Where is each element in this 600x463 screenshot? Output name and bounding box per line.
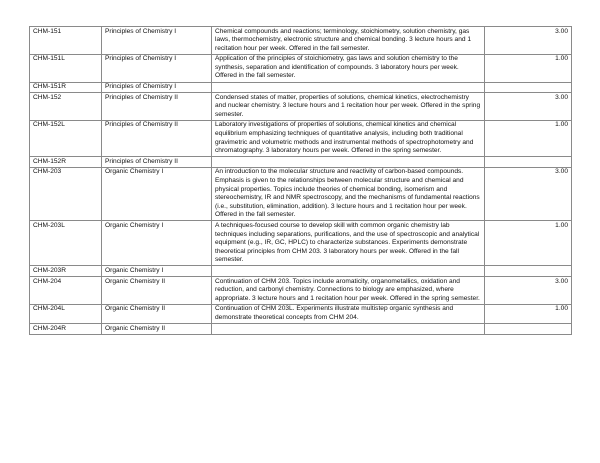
course-credits: 3.00 xyxy=(485,167,572,221)
table-row xyxy=(30,93,572,121)
course-code: CHM-203L xyxy=(30,221,102,266)
course-description xyxy=(212,157,485,168)
course-title: Principles of Chemistry I xyxy=(102,54,212,82)
course-credits: 3.00 xyxy=(485,27,572,55)
table-row xyxy=(30,167,572,221)
table-row xyxy=(30,304,572,323)
course-credits: 1.00 xyxy=(485,120,572,156)
course-credits xyxy=(485,157,572,168)
course-code: CHM-203R xyxy=(30,266,102,277)
course-rows xyxy=(30,27,572,335)
table-row xyxy=(30,324,572,335)
table-row xyxy=(30,266,572,277)
course-credits: 3.00 xyxy=(485,277,572,305)
table-row xyxy=(30,221,572,266)
course-description xyxy=(212,82,485,93)
table-row xyxy=(30,120,572,156)
course-description: Application of the principles of stoichiometry, gas laws and solution chemistry to the synthesis, separation and identification of compounds. 3 laboratory hours per week. Offered in the fall semester. xyxy=(212,54,485,82)
course-code: CHM-204R xyxy=(30,324,102,335)
table-row xyxy=(30,277,572,305)
course-credits xyxy=(485,324,572,335)
course-title: Organic Chemistry I xyxy=(102,221,212,266)
table-row xyxy=(30,157,572,168)
course-description: Laboratory investigations of properties of solutions, chemical kinetics and chemical equilibrium emphasizing techniques of quantitative analysis, including both traditional gravimetric and volumetric methods and instrumental methods of spectrophotometry and chromatography. 3 laboratory hours per week. Offered in the spring semester. xyxy=(212,120,485,156)
course-code: CHM-152 xyxy=(30,93,102,121)
course-title: Organic Chemistry I xyxy=(102,266,212,277)
course-title: Principles of Chemistry I xyxy=(102,27,212,55)
course-code: CHM-151R xyxy=(30,82,102,93)
course-description: A techniques-focused course to develop skill with common organic chemistry lab techniques including separations, purifications, and the use of spectroscopic and analytical equipment (e.g., IR, GC, HPLC) to characterize substances. Experiments demonstrate theoretical principles from CHM 203. 3 laboratory hours per week. Offered in the fall semester. xyxy=(212,221,485,266)
course-title: Principles of Chemistry I xyxy=(102,82,212,93)
course-credits: 1.00 xyxy=(485,54,572,82)
course-title: Organic Chemistry II xyxy=(102,324,212,335)
course-credits: 1.00 xyxy=(485,304,572,323)
course-title: Organic Chemistry II xyxy=(102,277,212,305)
course-description: Condensed states of matter, properties of solutions, chemical kinetics, electrochemistry and nuclear chemistry. 3 lecture hours and 1 recitation hour per week. Offered in the spring semester. xyxy=(212,93,485,121)
course-description xyxy=(212,266,485,277)
course-description xyxy=(212,324,485,335)
course-credits: 1.00 xyxy=(485,221,572,266)
course-credits xyxy=(485,266,572,277)
course-description: Continuation of CHM 203L. Experiments illustrate multistep organic synthesis and demonstrate theoretical concepts from CHM 204. xyxy=(212,304,485,323)
course-title: Principles of Chemistry II xyxy=(102,93,212,121)
course-code: CHM-151 xyxy=(30,27,102,55)
course-code: CHM-203 xyxy=(30,167,102,221)
course-title: Organic Chemistry II xyxy=(102,304,212,323)
course-title: Organic Chemistry I xyxy=(102,167,212,221)
course-code: CHM-151L xyxy=(30,54,102,82)
table-row xyxy=(30,82,572,93)
course-title: Principles of Chemistry II xyxy=(102,157,212,168)
course-credits xyxy=(485,82,572,93)
course-code: CHM-152L xyxy=(30,120,102,156)
course-code: CHM-152R xyxy=(30,157,102,168)
table-row xyxy=(30,54,572,82)
course-description: Chemical compounds and reactions; terminology, stoichiometry, solution chemistry, gas laws, thermochemistry, electronic structure and chemical bonding. 3 lecture hours and 1 recitation hour per week. Offered in the fall semester. xyxy=(212,27,485,55)
course-title: Principles of Chemistry II xyxy=(102,120,212,156)
course-code: CHM-204L xyxy=(30,304,102,323)
table-row xyxy=(30,27,572,55)
course-code: CHM-204 xyxy=(30,277,102,305)
course-description: An introduction to the molecular structure and reactivity of carbon-based compounds. Emphasis is given to the relationships between molecular structure and chemical and physical properties. Topics include theories of chemical bonding, isomerism and stereochemistry, IR and NMR spectroscopy, and the mechanisms of fundamental reactions (i.e., substitution, elimination, addition). 3 lecture hours and 1 recitation hour per week. Offered in the fall semester. xyxy=(212,167,485,221)
course-credits: 3.00 xyxy=(485,93,572,121)
course-table xyxy=(29,26,572,335)
course-description: Continuation of CHM 203. Topics include aromaticity, organometallics, oxidation and reduction, and carbonyl chemistry. Connections to biology are emphasized, where appropriate. 3 lecture hours and 1 recitation hour per week. Offered in the spring semester. xyxy=(212,277,485,305)
